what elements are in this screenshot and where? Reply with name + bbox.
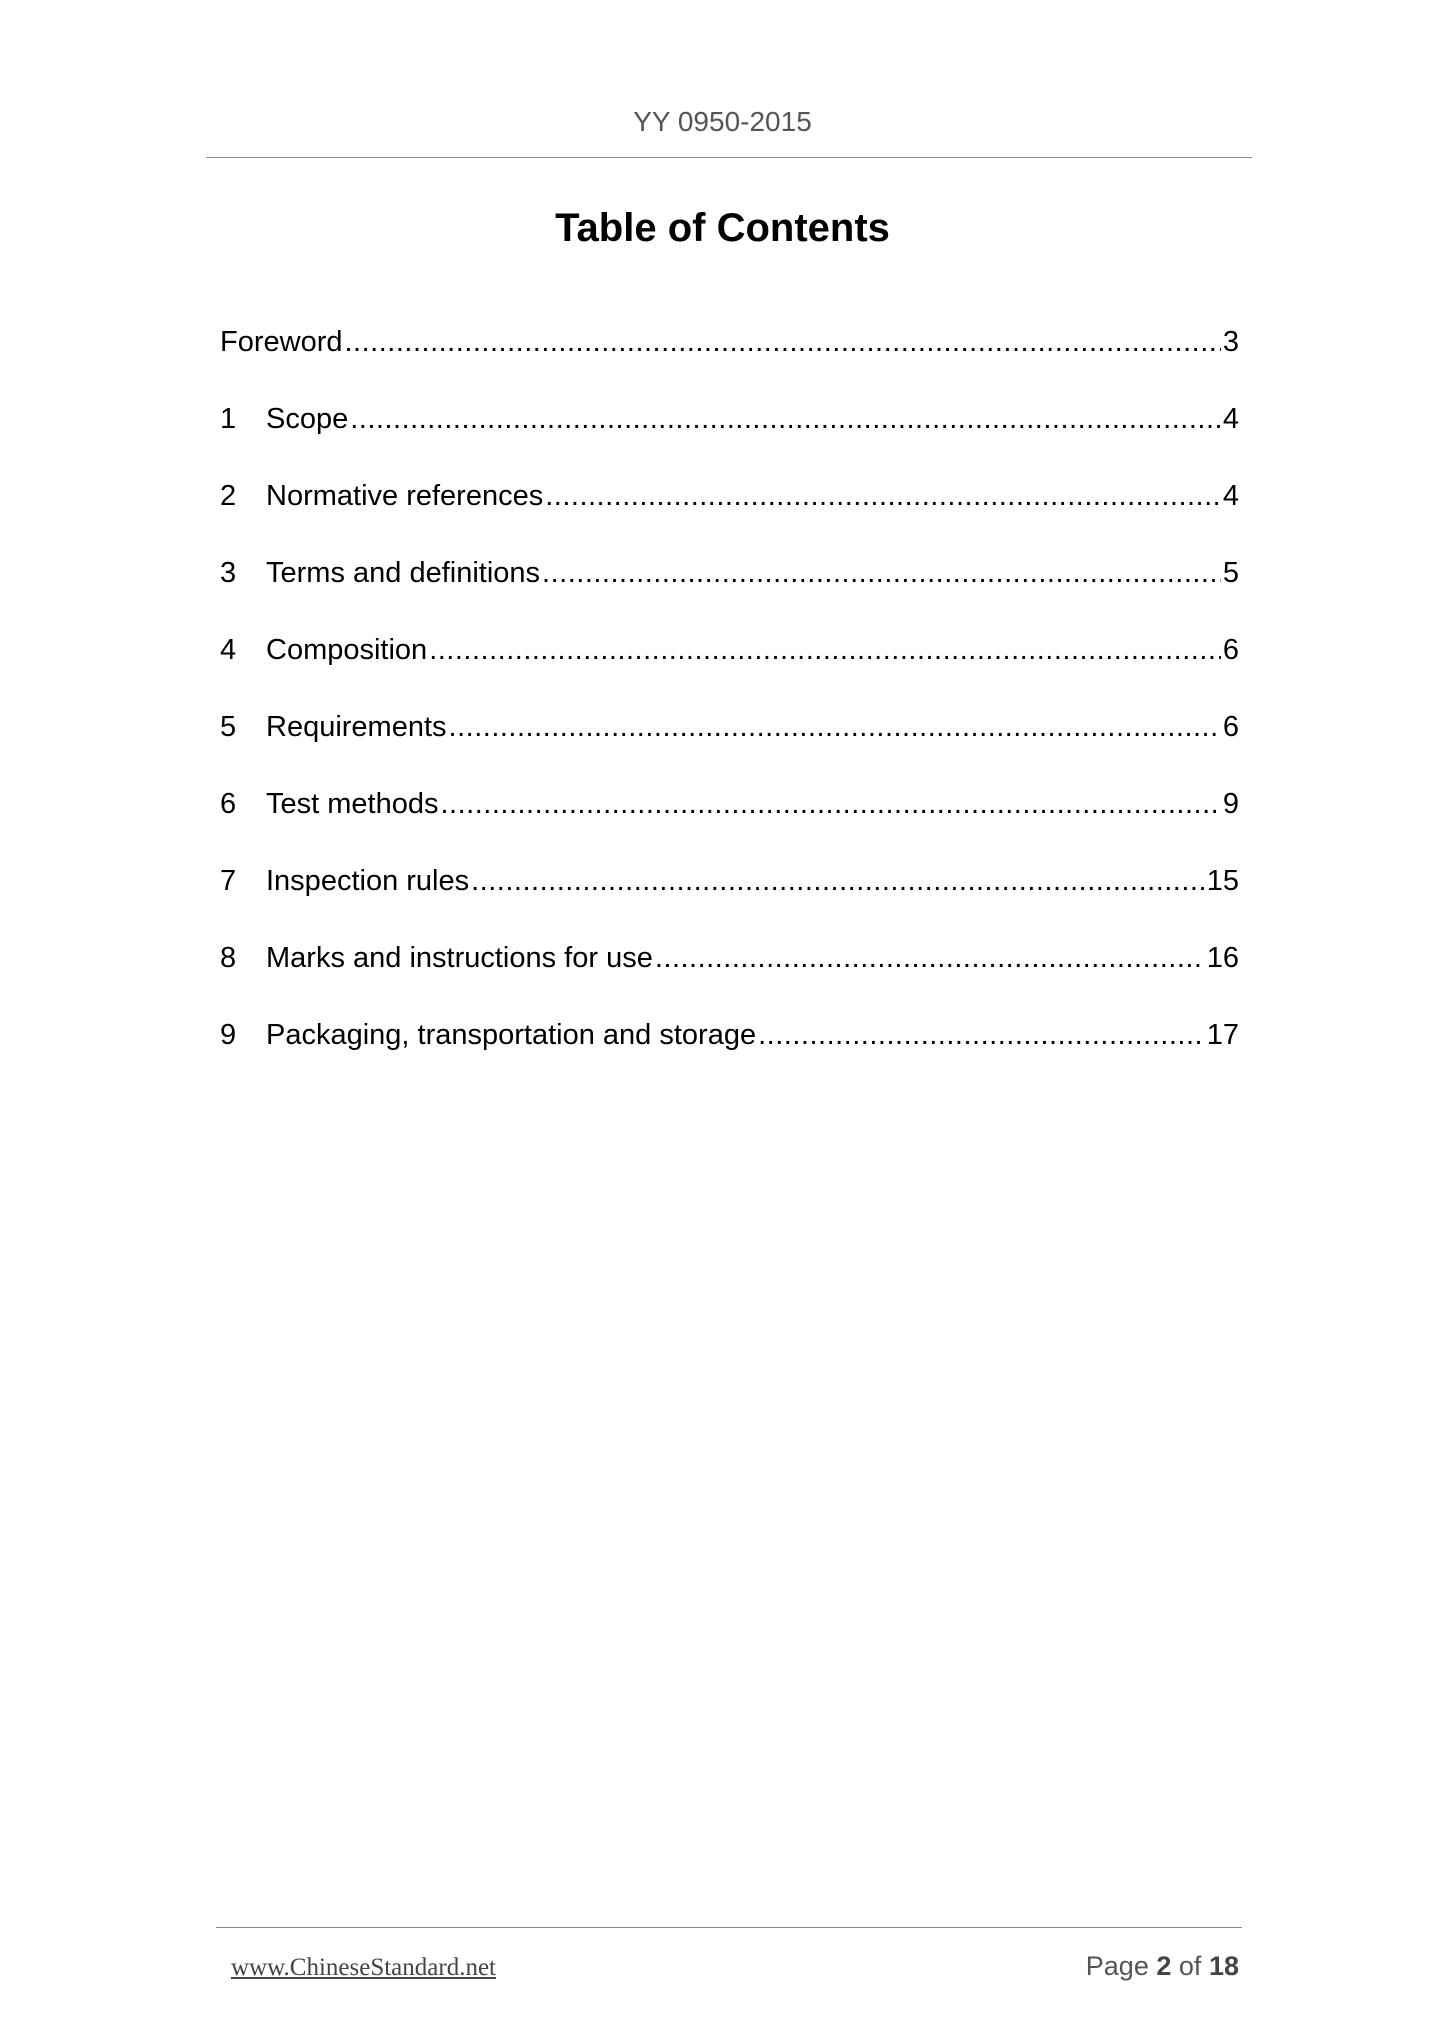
toc-entry-page: 15 (1206, 865, 1239, 897)
toc-entry-number: 4 (220, 634, 237, 666)
toc-entry-foreword[interactable] (220, 318, 1239, 395)
toc-entry-page: 17 (1206, 1019, 1239, 1051)
toc-dot-leader (449, 703, 1221, 751)
toc-entry-title: Requirements (266, 711, 447, 743)
toc-entry-test-methods[interactable] (220, 780, 1239, 857)
toc-entry-number: 9 (220, 1019, 237, 1051)
toc-entry-page: 3 (1222, 326, 1239, 358)
page-indicator (1086, 1946, 1239, 1986)
toc-entry-number: 2 (220, 480, 237, 512)
toc-entry-page: 5 (1222, 557, 1239, 589)
toc-entry-title: Foreword (220, 326, 343, 358)
toc-entry-page: 6 (1222, 634, 1239, 666)
toc-entry-requirements[interactable] (220, 703, 1239, 780)
toc-entry-number: 6 (220, 788, 237, 820)
toc-entry-title: Inspection rules (266, 865, 470, 897)
toc-entry-title: Scope (266, 403, 349, 435)
toc-entry-title: Marks and instructions for use (266, 942, 653, 974)
toc-entry-title: Packaging, transportation and storage (266, 1019, 757, 1051)
toc-entry-normative-references[interactable] (220, 472, 1239, 549)
toc-dot-leader (440, 780, 1220, 828)
toc-entry-page: 16 (1206, 942, 1239, 974)
toc-entry-page: 6 (1222, 711, 1239, 743)
toc-entry-scope[interactable] (220, 395, 1239, 472)
toc-title: Table of Contents (555, 206, 890, 250)
toc-entry-title: Normative references (266, 480, 544, 512)
toc-dot-leader (655, 934, 1205, 982)
toc-entry-packaging[interactable] (220, 1011, 1239, 1088)
toc-dot-leader (350, 395, 1221, 443)
page-of: of (1178, 1951, 1202, 1981)
toc-entry-title: Test methods (266, 788, 439, 820)
toc-dot-leader (545, 472, 1221, 520)
toc-entry-marks-and-instructions[interactable] (220, 934, 1239, 1011)
header-divider (206, 157, 1252, 158)
toc-entry-number: 1 (220, 403, 237, 435)
toc-entry-number: 7 (220, 865, 237, 897)
page-prefix: Page (1085, 1951, 1149, 1981)
toc-entry-inspection-rules[interactable] (220, 857, 1239, 934)
toc-dot-leader (345, 318, 1221, 366)
toc-entry-page: 9 (1222, 788, 1239, 820)
toc-entry-title: Composition (266, 634, 428, 666)
toc-dot-leader (471, 857, 1205, 905)
toc-entry-page: 4 (1222, 403, 1239, 435)
toc-entry-number: 5 (220, 711, 237, 743)
footer-divider (216, 1927, 1242, 1928)
toc-entry-composition[interactable] (220, 626, 1239, 703)
page-total: 18 (1208, 1951, 1239, 1981)
toc-dot-leader (542, 549, 1221, 597)
website-link[interactable]: www.ChineseStandard.net (231, 1954, 496, 1981)
toc-entry-page: 4 (1222, 480, 1239, 512)
document-code: YY 0950-2015 (633, 106, 812, 137)
toc-entry-title: Terms and definitions (266, 557, 541, 589)
toc-dot-leader (758, 1011, 1205, 1059)
toc-entry-number: 3 (220, 557, 237, 589)
toc-entry-terms-and-definitions[interactable] (220, 549, 1239, 626)
toc-dot-leader (429, 626, 1221, 674)
page-current: 2 (1156, 1951, 1172, 1981)
toc-entry-number: 8 (220, 942, 237, 974)
toc-list (220, 318, 1239, 1088)
